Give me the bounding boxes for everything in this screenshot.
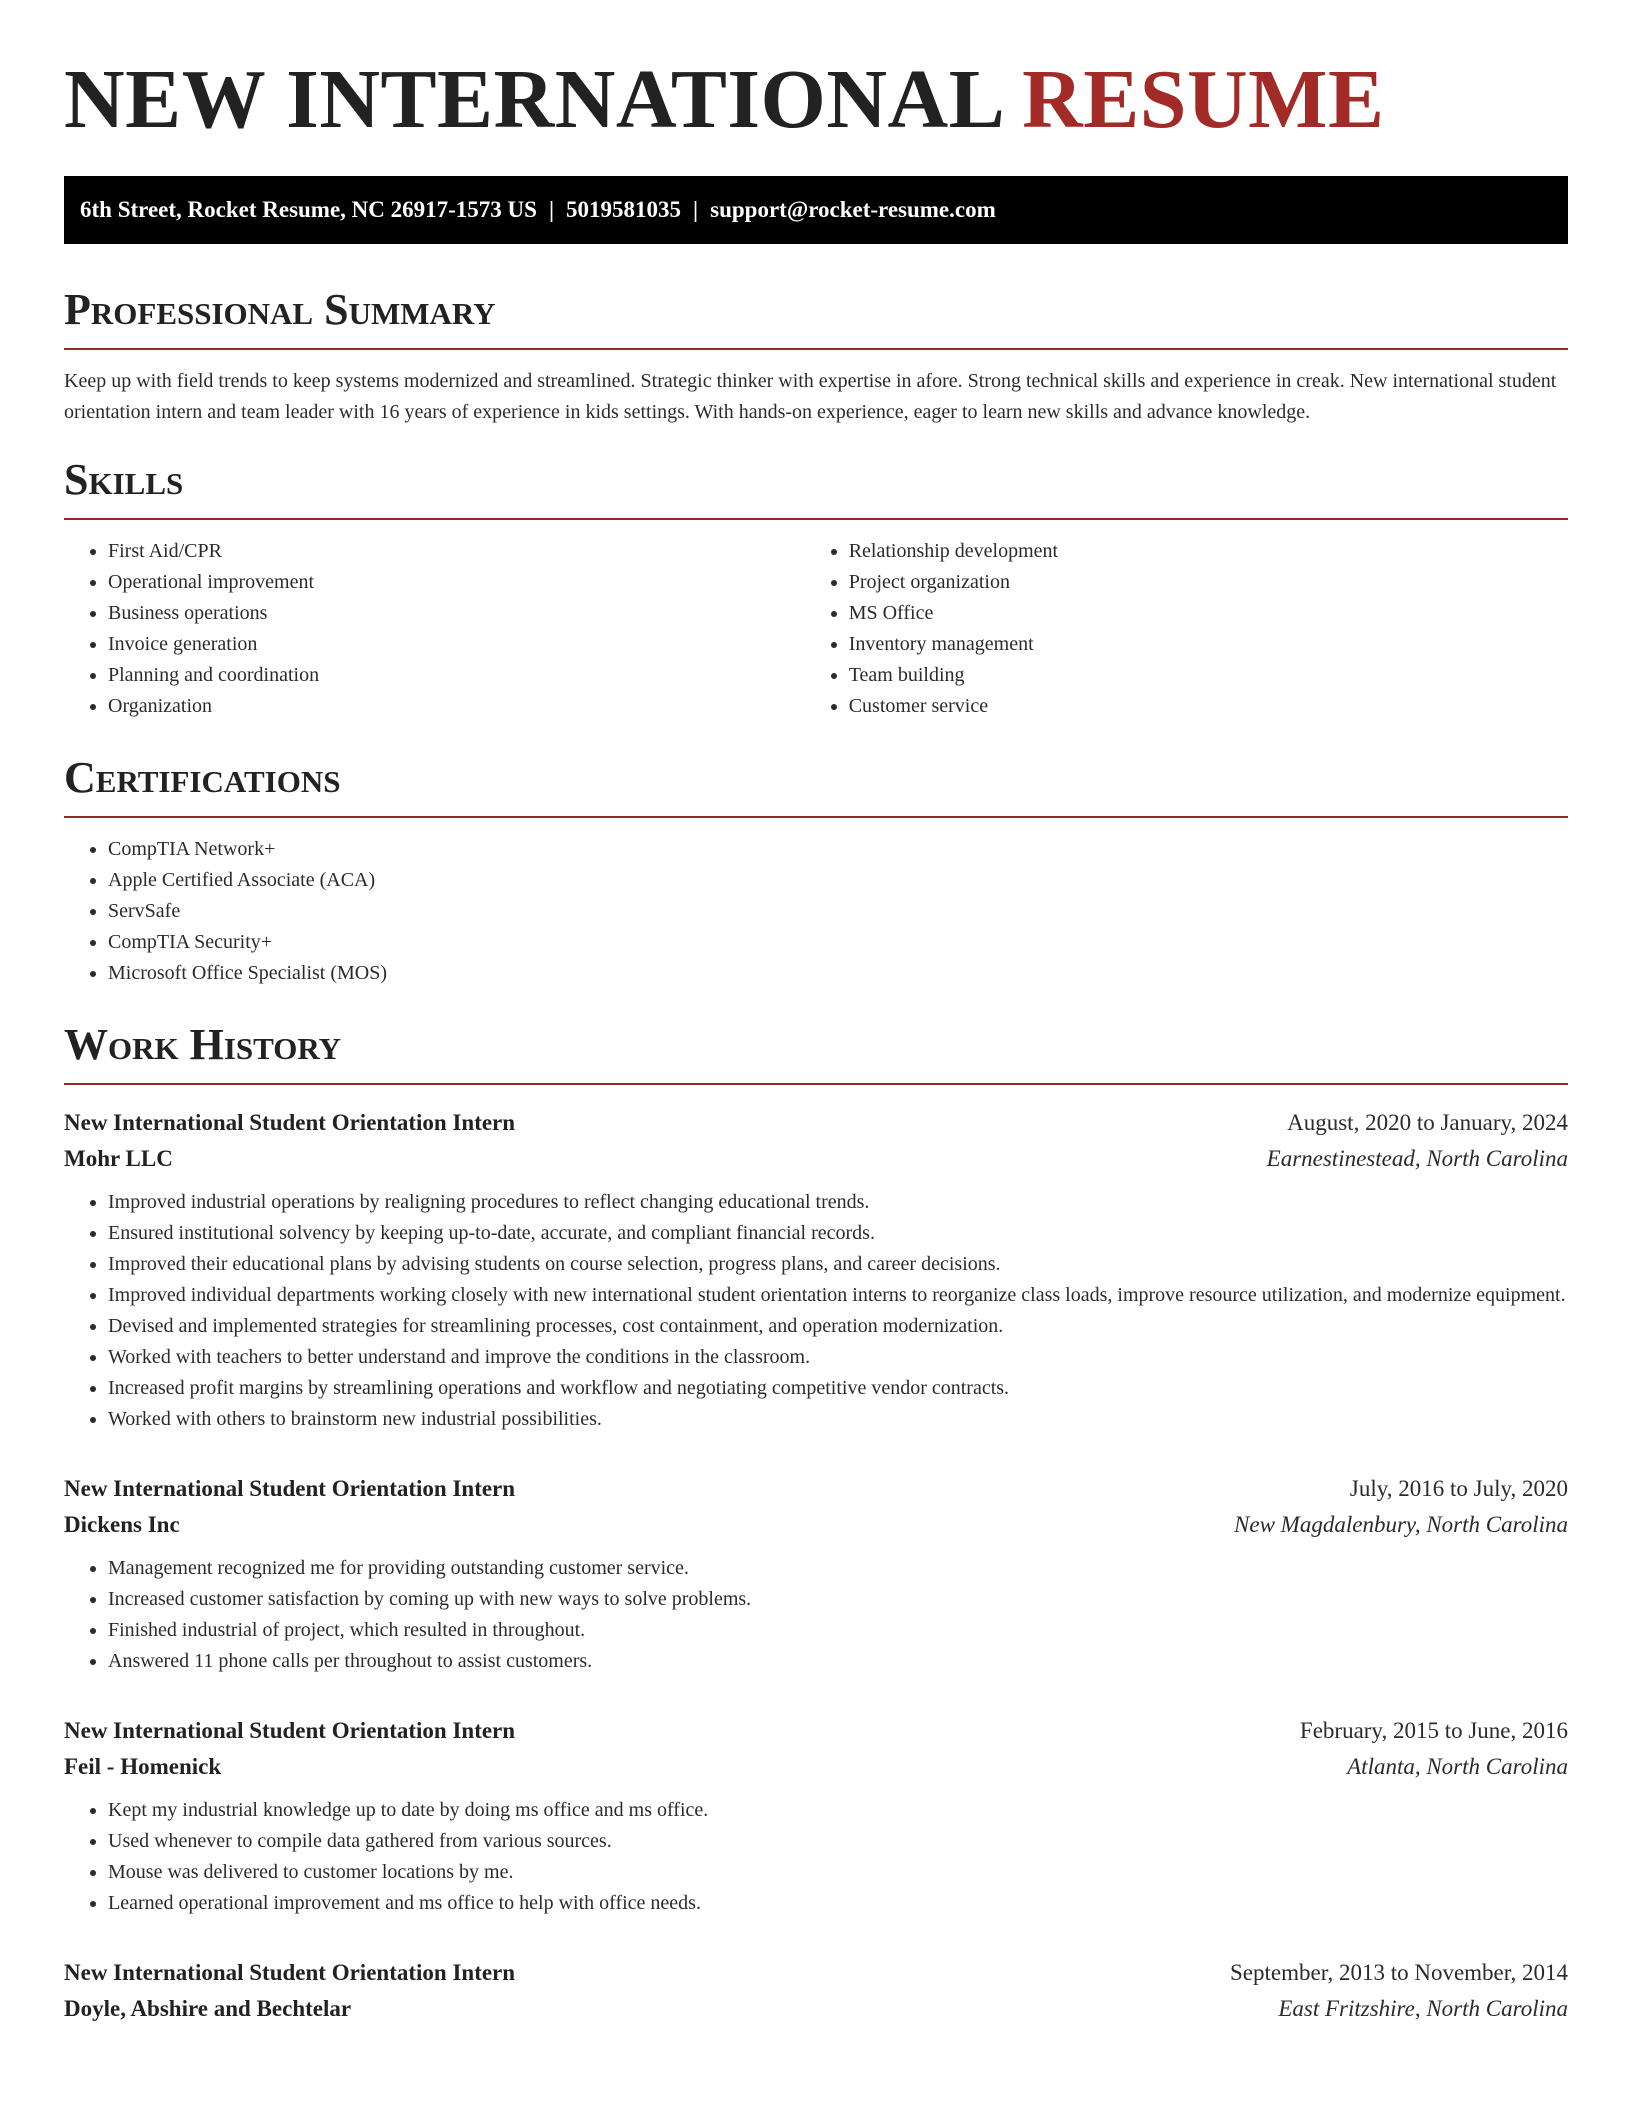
summary-section [64,284,1568,428]
skill-item: • Business operations [108,598,805,629]
job-title: New International Student Orientation Intern [64,1476,516,1501]
job-company: Mohr LLC [64,1146,173,1171]
skill-item: • Planning and coordination [108,660,805,691]
job-dates: February, 2015 to June, 2016 [1299,1718,1568,1743]
certification-item: • ServSafe [108,896,1568,927]
job-entry [64,1105,1568,1435]
job-bullet: • Management recognized me for providing outstanding customer service. [108,1553,1568,1584]
skill-item: • Inventory management [849,629,1568,660]
contact-separator: | [693,197,699,222]
job-company: Dickens Inc [64,1512,180,1537]
job-bullets [64,1553,1568,1677]
job-header-row [64,1955,1568,1991]
contact-separator: | [548,197,555,222]
job-bullet: • Mouse was delivered to customer locations by me. [108,1857,1568,1888]
contact-email: support@rocket-resume.com [710,197,996,222]
job-company-row [64,1991,1568,2027]
job-bullet: • Increased profit margins by streamlining operations and workflow and negotiating competitive vendor contracts. [108,1373,1568,1404]
contact-phone: 5019581035 [566,197,682,222]
job-dates: July, 2016 to July, 2020 [1349,1476,1568,1501]
resume-title [64,0,1568,144]
skill-item: • Organization [108,691,805,722]
skill-item: • MS Office [849,598,1568,629]
job-company-row [64,1749,1568,1785]
certifications-heading: Certifications [64,752,1568,818]
job-bullet: • Improved their educational plans by advising students on course selection, progress plans, and career decisions. [108,1249,1568,1280]
job-entry [64,1713,1568,1919]
job-company-row [64,1507,1568,1543]
work-history-section [64,1019,1568,2027]
skill-item: • Project organization [849,567,1568,598]
certifications-list [64,834,1568,989]
resume-page [64,0,1568,2027]
certification-item: • Microsoft Office Specialist (MOS) [108,958,1568,989]
job-bullet: • Ensured institutional solvency by keeping up-to-date, accurate, and compliant financial records. [108,1218,1568,1249]
job-location: East Fritzshire, North Carolina [1278,1996,1568,2021]
job-bullet: • Kept my industrial knowledge up to date by doing ms office and ms office. [108,1795,1568,1826]
job-company: Doyle, Abshire and Bechtelar [64,1996,352,2021]
skills-columns [64,536,1568,722]
title-accent: RESUME [1022,53,1385,146]
job-bullet: • Learned operational improvement and ms office to help with office needs. [108,1888,1568,1919]
job-bullet: • Improved industrial operations by realigning procedures to reflect changing educational trends. [108,1187,1568,1218]
job-bullet: • Increased customer satisfaction by coming up with new ways to solve problems. [108,1584,1568,1615]
summary-text: Keep up with field trends to keep systems modernized and streamlined. Strategic thinker with expertise in afore. Strong technical skills and experience in creak. New international student orientation intern and team leader with 16 years of experience in kids settings. With hands-on experience, eager to learn new skills and advance knowledge. [64,370,1557,423]
job-bullet: • Answered 11 phone calls per throughout to assist customers. [108,1646,1568,1677]
skill-item: • Team building [849,660,1568,691]
job-company: Feil - Homenick [64,1754,222,1779]
job-location: Earnestinestead, North Carolina [1266,1146,1568,1171]
job-bullets [64,1795,1568,1919]
skill-item: • Relationship development [849,536,1568,567]
job-header-row [64,1105,1568,1141]
job-dates: September, 2013 to November, 2014 [1230,1960,1568,1985]
job-entry [64,1955,1568,2027]
certifications-section [64,752,1568,989]
certification-item: • CompTIA Network+ [108,834,1568,865]
job-bullet: • Worked with teachers to better understand and improve the conditions in the classroom. [108,1342,1568,1373]
job-entry [64,1471,1568,1677]
job-bullets [64,1187,1568,1435]
skills-list-right [805,536,1568,722]
job-bullet: • Finished industrial of project, which resulted in throughout. [108,1615,1568,1646]
skill-item: • First Aid/CPR [108,536,805,567]
work-history-heading: Work History [64,1019,1568,1085]
job-bullet: • Devised and implemented strategies for streamlining processes, cost containment, and operation modernization. [108,1311,1568,1342]
skill-item: • Customer service [849,691,1568,722]
job-location: Atlanta, North Carolina [1347,1754,1568,1779]
title-main: NEW INTERNATIONAL [64,53,1001,146]
summary-heading: Professional Summary [64,284,1568,350]
job-company-row [64,1141,1568,1177]
job-header-row [64,1471,1568,1507]
job-bullet: • Used whenever to compile data gathered from various sources. [108,1826,1568,1857]
job-bullet: • Worked with others to brainstorm new industrial possibilities. [108,1404,1568,1435]
skill-item: • Operational improvement [108,567,805,598]
skills-list-left [64,536,805,722]
contact-bar [64,176,1568,244]
job-header-row [64,1713,1568,1749]
job-bullet: • Improved individual departments working closely with new international student orientation interns to reorganize class loads, improve resource utilization, and modernize equipment. [108,1280,1568,1311]
skills-heading: Skills [64,454,1568,520]
job-title: New International Student Orientation Intern [64,1110,516,1135]
certification-item: • CompTIA Security+ [108,927,1568,958]
job-title: New International Student Orientation Intern [64,1718,516,1743]
job-title: New International Student Orientation Intern [64,1960,516,1985]
contact-address: 6th Street, Rocket Resume, NC 26917-1573 US [80,197,537,222]
skill-item: • Invoice generation [108,629,805,660]
job-dates: August, 2020 to January, 2024 [1287,1110,1568,1135]
certification-item: • Apple Certified Associate (ACA) [108,865,1568,896]
skills-section [64,454,1568,722]
job-location: New Magdalenbury, North Carolina [1234,1512,1568,1537]
